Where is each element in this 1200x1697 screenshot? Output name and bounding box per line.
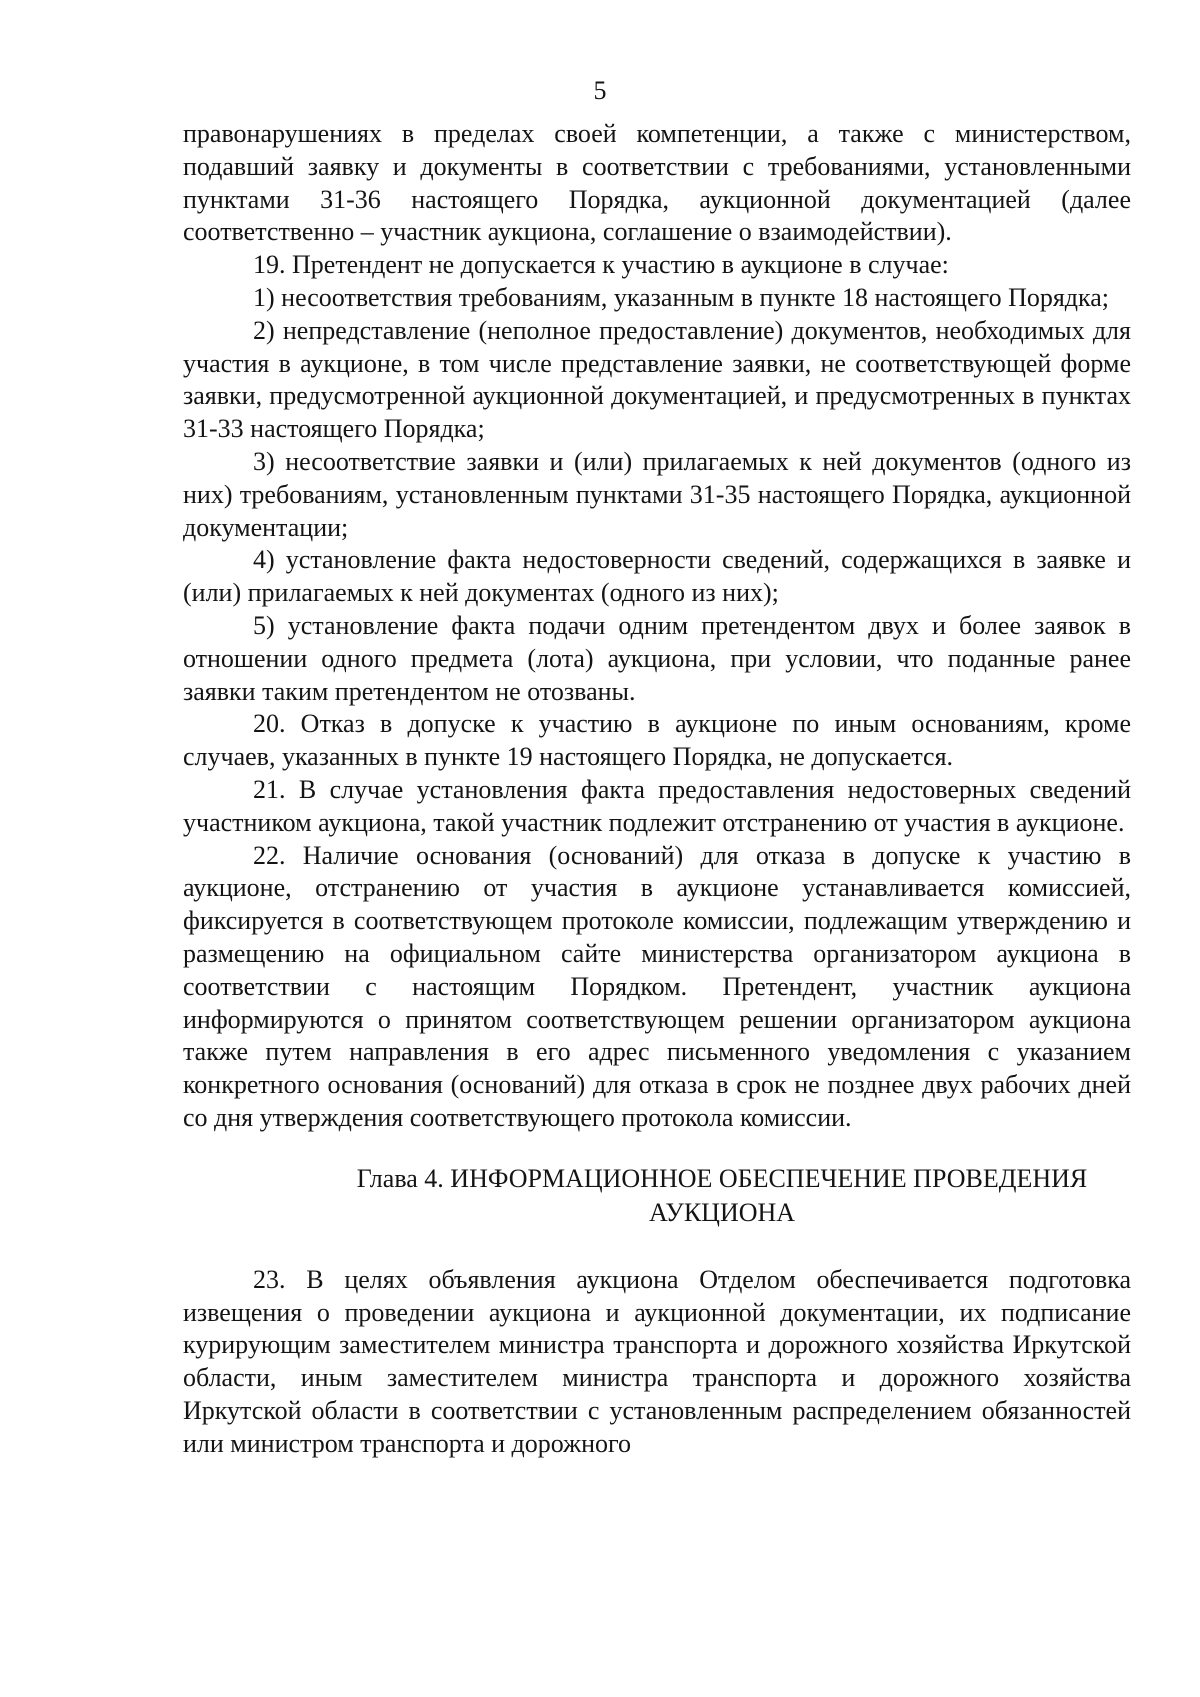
paragraph-continuation: правонарушениях в пределах своей компетенции, а также с министерством, подавший заявку и документы в соответствии с требованиями, установленными пунктами 31-36 настоящего Порядка, аукционной документацией (далее соответственно – участник аукциона, соглашение о взаимодействии).	[183, 119, 1131, 247]
chapter-heading: Глава 4. ИНФОРМАЦИОННОЕ ОБЕСПЕЧЕНИЕ ПРОВЕДЕНИЯ АУКЦИОНА	[356, 1163, 1088, 1227]
paragraph-item-21: 21. В случае установления факта предоставления недостоверных сведений участником аукциона, такой участник подлежит отстранению от участия в аукционе.	[183, 774, 1131, 837]
paragraph-item-22: 22. Наличие основания (оснований) для отказа в допуске к участию в аукционе, отстранению от участия в аукционе устанавливается комиссией, фиксируется в соответствующем протоколе комиссии, подлежащим утверждению и размещению на официальном сайте министерства организатором аукциона в соответствии с настоящим Порядком. Претендент, участник аукциона информируются о принятом соответствующем решении организатором аукциона также путем направления в его адрес письменного уведомления с указанием конкретного основания (оснований) для отказа в срок не позднее двух рабочих дней со дня утверждения соответствующего протокола комиссии.	[183, 840, 1131, 1132]
paragraph-item-19: 19. Претендент не допускается к участию в аукционе в случае:	[253, 250, 949, 280]
paragraph-subitem-4: 4) установление факта недостоверности сведений, содержащихся в заявке и (или) прилагаемых к ней документах (одного из них);	[183, 545, 1131, 608]
page-number: 5	[593, 76, 607, 105]
paragraph-subitem-3: 3) несоответствие заявки и (или) прилагаемых к ней документов (одного из них) требованиям, установленным пунктами 31-35 настоящего Порядка, аукционной документации;	[183, 446, 1131, 542]
paragraph-item-20: 20. Отказ в допуске к участию в аукционе по иным основаниям, кроме случаев, указанных в пункте 19 настоящего Порядка, не допускается.	[183, 709, 1131, 772]
document-body	[183, 118, 1131, 1460]
paragraph-subitem-2: 2) непредставление (неполное предоставление) документов, необходимых для участия в аукционе, в том числе представление заявки, не соответствующей форме заявки, предусмотренной аукционной документацией, и предусмотренных в пунктах 31-33 настоящего Порядка;	[183, 315, 1131, 444]
paragraph-item-23: 23. В целях объявления аукциона Отделом обеспечивается подготовка извещения о проведении аукциона и аукционной документации, их подписание курирующим заместителем министра транспорта и дорожного хозяйства Иркутской области, иным заместителем министра транспорта и дорожного хозяйства Иркутской области в соответствии с установленным распределением обязанностей или министром транспорта и дорожного	[183, 1264, 1131, 1458]
paragraph-subitem-5: 5) установление факта подачи одним претендентом двух и более заявок в отношении одного предмета (лота) аукциона, при условии, что поданные ранее заявки таким претендентом не отозваны.	[183, 610, 1131, 706]
paragraph-subitem-1: 1) несоответствия требованиям, указанным в пункте 18 настоящего Порядка;	[253, 282, 1110, 312]
